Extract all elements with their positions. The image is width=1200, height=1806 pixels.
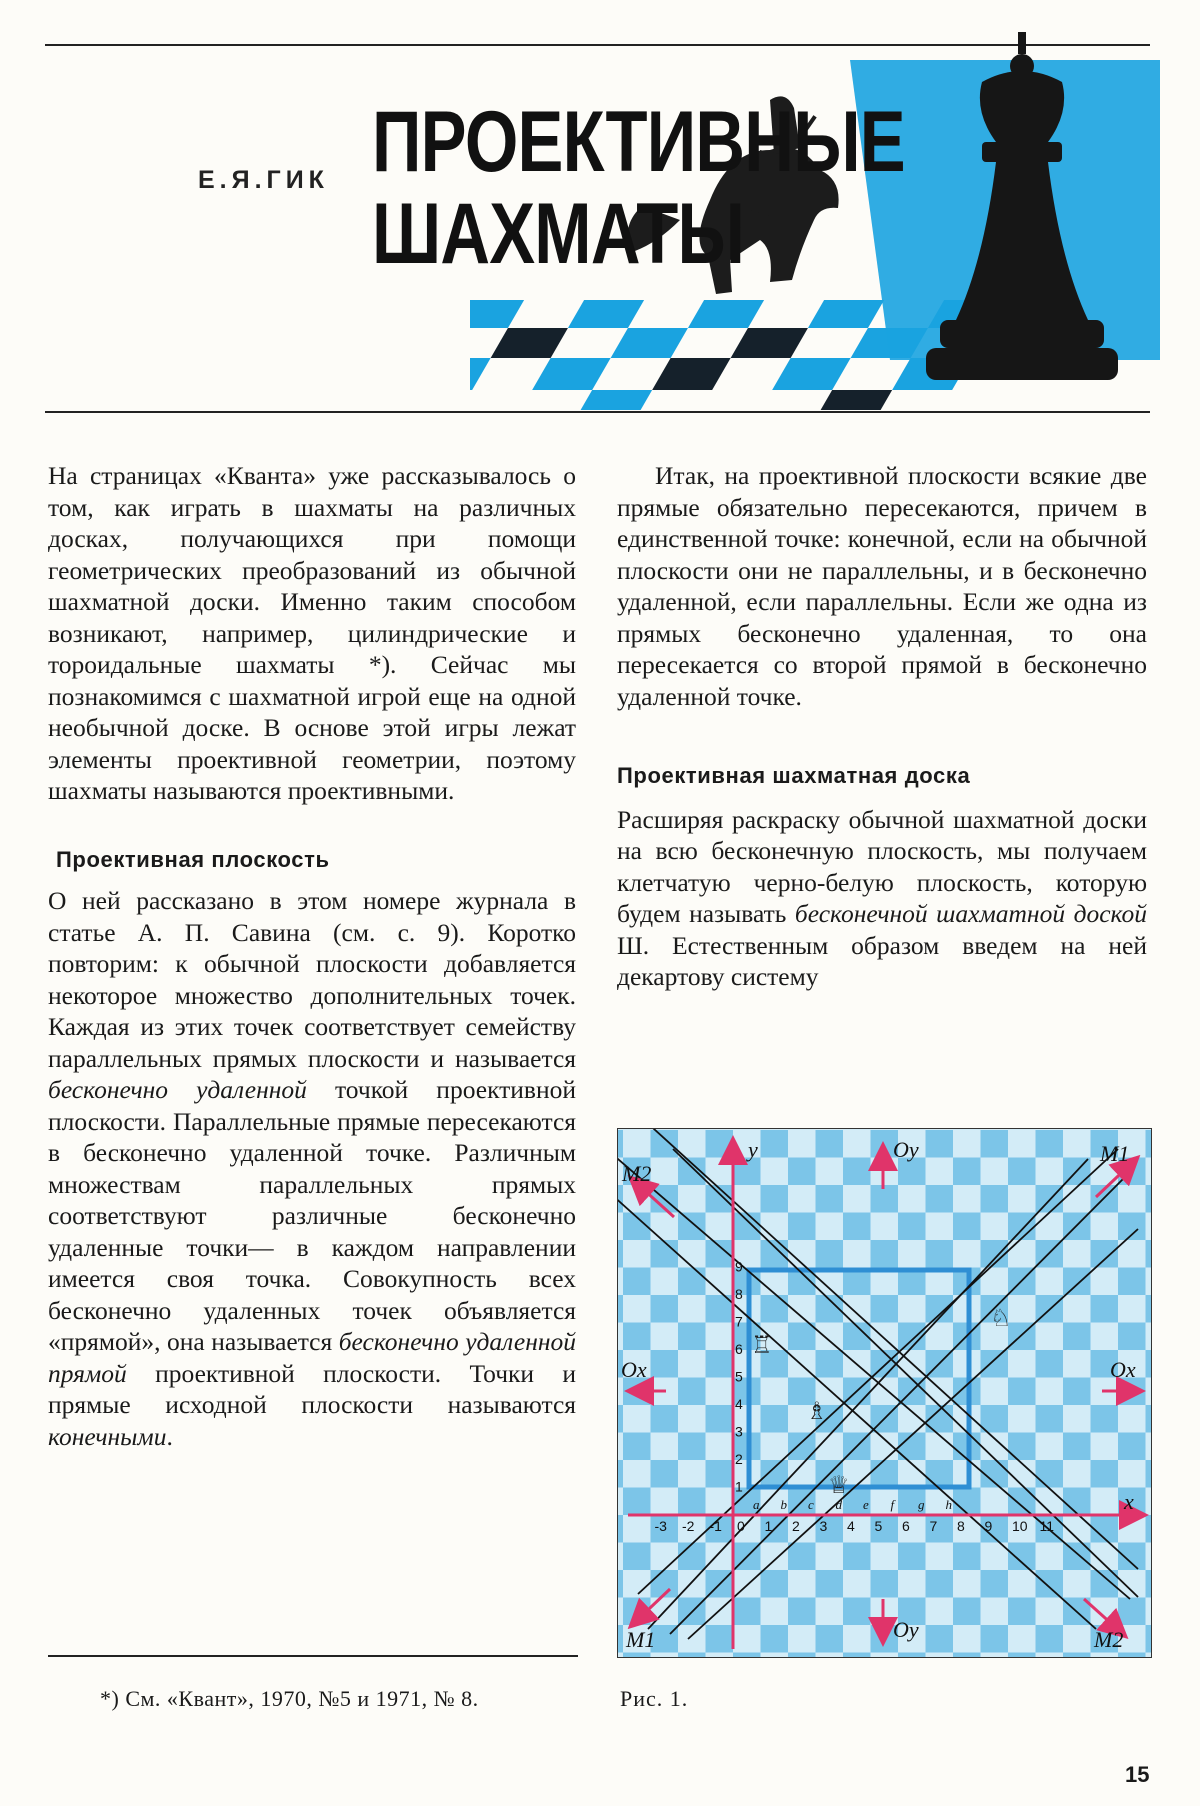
board-square	[788, 1598, 816, 1626]
board-square	[953, 1488, 981, 1516]
board-square	[843, 1543, 871, 1571]
board-square	[816, 1625, 844, 1653]
board-square	[871, 1185, 899, 1213]
board-square	[1008, 1433, 1036, 1461]
m1-bottom-label: M1	[626, 1627, 656, 1652]
article-title	[372, 96, 1038, 280]
y-tick-label: 8	[735, 1286, 743, 1302]
y-tick-label: 4	[735, 1396, 743, 1412]
conclusion-paragraph: Итак, на проективной плоскости всякие две прямые обязательно пересекаются, причем в единственной точке: конечной, если на обычной плоскости они не параллельны, и в бесконечно удаленной, если параллельны. Если же одна из прямых бесконечно удаленная, то она пересекается со второй прямой в бесконечно удаленной точке.	[617, 461, 1147, 711]
y-tick-label: 6	[735, 1341, 743, 1357]
board-square	[1091, 1460, 1119, 1488]
board-square	[816, 1240, 844, 1268]
section-heading-projective-board: Проективная шахматная доска	[617, 763, 971, 788]
board-square	[1008, 1543, 1036, 1571]
file-letter: d	[835, 1497, 842, 1512]
board-square	[1008, 1488, 1036, 1516]
ox-left-label: Ox	[621, 1357, 647, 1382]
board-square	[953, 1653, 981, 1658]
board-square	[1146, 1515, 1152, 1543]
m2-bottom-label: M2	[1094, 1627, 1124, 1652]
board-square	[1146, 1405, 1152, 1433]
board-square	[843, 1653, 871, 1658]
board-square	[843, 1213, 871, 1241]
board-square	[871, 1240, 899, 1268]
board-square	[618, 1570, 623, 1598]
board-square	[623, 1268, 651, 1296]
header-bottom-rule	[45, 411, 1150, 413]
board-square	[1146, 1185, 1152, 1213]
board-square	[898, 1213, 926, 1241]
board-square	[898, 1653, 926, 1658]
board-square	[953, 1543, 981, 1571]
board-square	[706, 1625, 734, 1653]
board-square	[1063, 1323, 1091, 1351]
board-square	[1146, 1460, 1152, 1488]
board-square	[706, 1350, 734, 1378]
board-square	[678, 1323, 706, 1351]
board-square	[871, 1350, 899, 1378]
x-tick-label: 2	[792, 1518, 800, 1534]
body-text: точкой проективной плоскости. Параллельные прямые пересекаются в бесконечно удаленной точке. Различным множествам параллельных прямых соответствуют различные бесконечно удаленные точки— в каждом направлении имеется своя точка. Совокупность всех бесконечно удаленных точек объявляется «прямой», она называется	[48, 1075, 576, 1356]
board-square	[981, 1625, 1009, 1653]
x-tick-label: 4	[847, 1518, 855, 1534]
article-title-line-2: ШАХМАТЫ	[372, 186, 745, 282]
board-square	[623, 1543, 651, 1571]
board-square	[1118, 1543, 1146, 1571]
board-square	[926, 1625, 954, 1653]
emphasis-text: бесконечной шахматной доской	[794, 899, 1147, 928]
board-square	[788, 1158, 816, 1186]
board-square	[1063, 1378, 1091, 1406]
x-tick-label: 7	[929, 1518, 938, 1534]
board-square	[618, 1515, 623, 1543]
board-square	[761, 1185, 789, 1213]
x-tick-label: 0	[737, 1518, 745, 1534]
y-tick-labels	[735, 1259, 743, 1495]
board-square	[953, 1158, 981, 1186]
emphasis-text: бесконечно удаленной	[48, 1075, 307, 1104]
board-square	[1063, 1268, 1091, 1296]
board-square	[871, 1570, 899, 1598]
body-text: О ней рассказано в этом номере журнала в статье А. П. Савина (см. с. 9). Коротко повторим: к обычной плоскости добавляется некоторое множество дополнительных точек. Каждая из этих точек соответствует семейству параллельных прямых плоскости и называется	[48, 886, 576, 1073]
board-square	[1036, 1350, 1064, 1378]
board-square	[618, 1625, 623, 1653]
board-square	[871, 1460, 899, 1488]
x-axis-label: x	[1124, 1489, 1134, 1514]
board-square	[761, 1625, 789, 1653]
board-square	[926, 1460, 954, 1488]
x-tick-label: 6	[902, 1518, 910, 1534]
board-square	[733, 1598, 761, 1626]
queen-piece: ♕	[828, 1471, 850, 1499]
body-text: Расширяя раскраску обычной шахматной доски на всю бесконечную плоскость, мы получаем клетчатую черно-белую плоскость, которую будем называть	[617, 804, 1147, 928]
bishop-piece: ♗	[806, 1397, 828, 1425]
board-square	[788, 1433, 816, 1461]
board-square	[926, 1130, 954, 1158]
x-tick-label: 10	[1012, 1518, 1028, 1534]
article-title-line-1: ПРОЕКТИВНЫЕ	[372, 94, 905, 190]
board-paragraph	[617, 804, 1147, 993]
board-square	[623, 1653, 651, 1658]
board-square	[651, 1240, 679, 1268]
board-square	[1091, 1295, 1119, 1323]
projective-board-diagram	[618, 1129, 1151, 1657]
board-square	[618, 1240, 623, 1268]
projective-plane-paragraph	[48, 885, 576, 1452]
board-square	[981, 1570, 1009, 1598]
board-square	[1118, 1598, 1146, 1626]
checkerboard-plane	[618, 1129, 1151, 1657]
board-square	[706, 1405, 734, 1433]
ox-right-label: Ox	[1110, 1357, 1136, 1382]
board-square	[1063, 1488, 1091, 1516]
board-square	[871, 1295, 899, 1323]
board-square	[1146, 1295, 1152, 1323]
board-square	[1036, 1130, 1064, 1158]
body-text: проективной плоскости. Точки и прямые исходной плоскости называются	[48, 1358, 577, 1419]
board-square	[678, 1433, 706, 1461]
board-square	[651, 1130, 679, 1158]
figure-1	[617, 1128, 1152, 1658]
board-square	[981, 1350, 1009, 1378]
body-text: Ш. Естественным образом введем на ней декартову систему	[617, 930, 1147, 991]
board-square	[618, 1295, 623, 1323]
board-square	[1146, 1570, 1152, 1598]
board-square	[981, 1130, 1009, 1158]
board-square	[678, 1653, 706, 1658]
board-square	[816, 1185, 844, 1213]
board-square	[816, 1570, 844, 1598]
board-square	[1008, 1598, 1036, 1626]
rook-piece: ♖	[751, 1331, 773, 1359]
left-column	[48, 460, 576, 1452]
board-square	[706, 1130, 734, 1158]
board-square	[788, 1323, 816, 1351]
intro-paragraph: На страницах «Кванта» уже рассказывалось о том, как играть в шахматы на различных досках, получающихся при помощи геометрических преобразований из обычной шахматной доски. Именно таким способом возникают, например, цилиндрические и тороидальные шахматы *). Сейчас мы познакомимся с шахматной игрой еще на одной необычной доске. В основе этой игры лежат элементы проективной геометрии, поэтому шахматы называются проективными.	[48, 461, 576, 805]
board-square	[926, 1570, 954, 1598]
x-tick-label: -3	[654, 1518, 667, 1534]
board-square	[761, 1130, 789, 1158]
board-square	[733, 1653, 761, 1658]
file-letter: e	[863, 1497, 869, 1512]
board-square	[953, 1213, 981, 1241]
file-letter: a	[753, 1497, 760, 1512]
board-square	[1036, 1460, 1064, 1488]
board-square	[761, 1570, 789, 1598]
board-square	[1063, 1653, 1091, 1658]
board-square	[678, 1488, 706, 1516]
board-square	[1091, 1240, 1119, 1268]
emphasis-text: бесконечно удаленной прямой	[48, 1327, 576, 1388]
board-square	[623, 1488, 651, 1516]
file-letter: h	[945, 1497, 952, 1512]
board-square	[843, 1598, 871, 1626]
page-number: 15	[1125, 1762, 1150, 1787]
board-square	[1036, 1625, 1064, 1653]
board-square	[678, 1543, 706, 1571]
board-square	[678, 1213, 706, 1241]
x-tick-label: -2	[682, 1518, 695, 1534]
author-name: Е.Я.ГИК	[198, 166, 329, 194]
board-square	[1008, 1653, 1036, 1658]
file-letter: b	[780, 1497, 787, 1512]
board-square	[953, 1598, 981, 1626]
oy-bottom-label: Oy	[893, 1617, 919, 1642]
board-square	[1118, 1323, 1146, 1351]
footnote-rule	[48, 1655, 578, 1657]
board-square	[981, 1185, 1009, 1213]
board-square	[623, 1323, 651, 1351]
y-tick-label: 7	[735, 1313, 743, 1330]
board-square	[898, 1543, 926, 1571]
board-square	[843, 1158, 871, 1186]
x-tick-label: 5	[874, 1518, 883, 1534]
footnote: *) См. «Квант», 1970, №5 и 1971, № 8.	[100, 1686, 479, 1711]
board-square	[623, 1433, 651, 1461]
board-square	[1118, 1653, 1146, 1658]
figure-caption: Рис. 1.	[620, 1686, 689, 1711]
m1-top-label: M1	[1100, 1141, 1130, 1166]
board-square	[816, 1130, 844, 1158]
x-tick-label: 11	[1039, 1518, 1055, 1534]
emphasis-text: конечными	[48, 1421, 167, 1451]
board-square	[761, 1405, 789, 1433]
oy-top-label: Oy	[893, 1137, 919, 1162]
board-square	[1063, 1433, 1091, 1461]
board-square	[1091, 1405, 1119, 1433]
board-square	[816, 1350, 844, 1378]
body-text: .	[166, 1421, 173, 1451]
board-square	[651, 1295, 679, 1323]
board-square	[1008, 1158, 1036, 1186]
board-square	[1146, 1130, 1152, 1158]
board-square	[651, 1460, 679, 1488]
x-tick-label: -1	[709, 1518, 722, 1534]
board-square	[1008, 1378, 1036, 1406]
file-letter: f	[890, 1497, 895, 1512]
board-square	[761, 1240, 789, 1268]
board-square	[788, 1213, 816, 1241]
board-square	[1146, 1350, 1152, 1378]
x-tick-label: 8	[957, 1518, 965, 1534]
x-tick-label: 1	[764, 1518, 773, 1534]
file-letter: c	[808, 1497, 814, 1512]
board-square	[618, 1460, 623, 1488]
x-tick-label: 3	[819, 1518, 828, 1534]
board-square	[678, 1268, 706, 1296]
board-square	[1146, 1240, 1152, 1268]
board-square	[1008, 1213, 1036, 1241]
board-square	[651, 1350, 679, 1378]
board-square	[1036, 1570, 1064, 1598]
board-square	[1118, 1268, 1146, 1296]
right-column	[617, 460, 1147, 993]
board-square	[788, 1543, 816, 1571]
board-square	[926, 1185, 954, 1213]
board-square	[1146, 1625, 1152, 1653]
m2-top-label: M2	[622, 1161, 652, 1186]
y-tick-label: 1	[735, 1478, 743, 1495]
board-square	[1036, 1405, 1064, 1433]
board-square	[733, 1213, 761, 1241]
y-tick-label: 3	[735, 1423, 743, 1440]
board-square	[678, 1378, 706, 1406]
y-axis-label: y	[748, 1137, 758, 1162]
board-square	[618, 1130, 623, 1158]
board-square	[651, 1405, 679, 1433]
board-square	[618, 1185, 623, 1213]
y-tick-label: 9	[735, 1258, 743, 1275]
board-square	[1118, 1433, 1146, 1461]
board-square	[706, 1460, 734, 1488]
y-tick-label: 2	[735, 1451, 743, 1467]
y-tick-label: 5	[735, 1368, 743, 1385]
file-letter: g	[918, 1497, 925, 1512]
board-square	[618, 1405, 623, 1433]
board-square	[761, 1295, 789, 1323]
section-heading-projective-plane: Проективная плоскость	[56, 846, 330, 872]
board-square	[926, 1240, 954, 1268]
knight-piece: ♘	[990, 1304, 1012, 1332]
x-tick-label: 9	[984, 1518, 993, 1534]
board-square	[788, 1653, 816, 1658]
